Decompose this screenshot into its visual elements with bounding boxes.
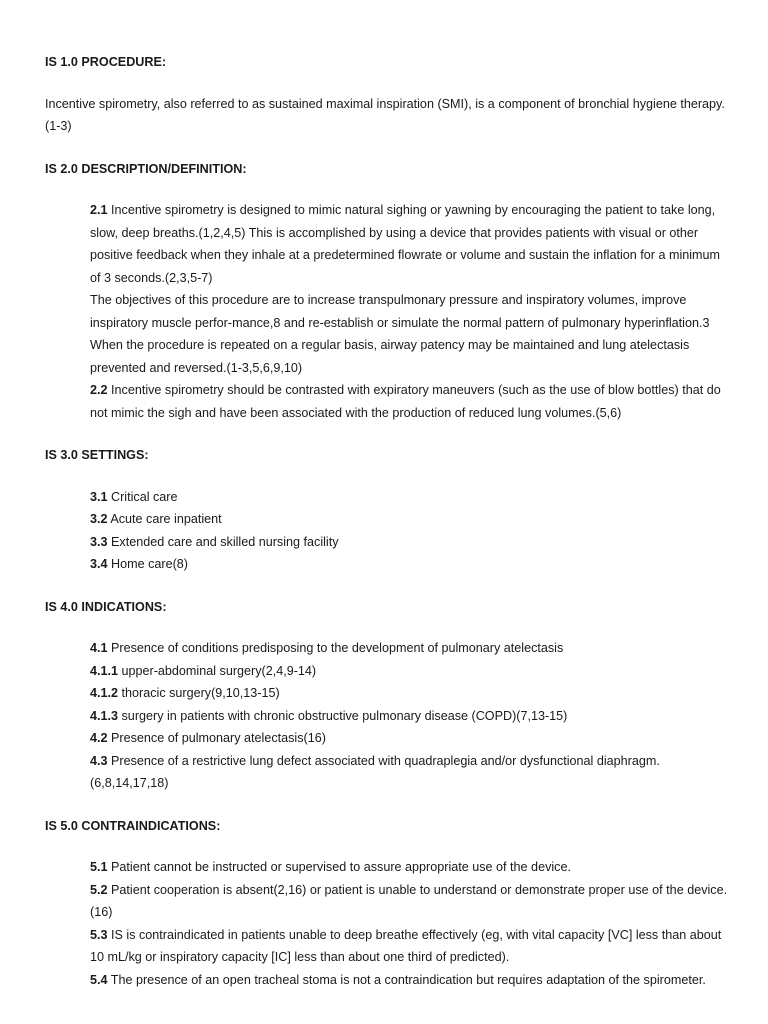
section-heading-procedure: IS 1.0 PROCEDURE: <box>45 55 167 69</box>
section-heading-indications: IS 4.0 INDICATIONS: <box>45 599 167 614</box>
list-item: The objectives of this procedure are to increase transpulmonary pressure and inspiratory volumes, improve inspiratory muscle perfor-mance,8 and re-establish or simulate the normal pattern of pulmonary hyperinflation.3 When the procedure is repeated on a regular basis, airway patency may be maintained and lung atelectasis prevented and reversed.(1-3,5,6,9,10) <box>90 293 710 375</box>
list-item: 4.3 Presence of a restrictive lung defect associated with quadraplegia and/or dysfunctional diaphragm.(6,8,14,17,18) <box>90 753 660 790</box>
settings-list <box>45 486 728 576</box>
procedure-intro: Incentive spirometry, also referred to as sustained maximal inspiration (SMI), is a component of bronchial hygiene therapy.(1-3) <box>45 96 725 133</box>
description-list <box>45 199 728 424</box>
list-item: 3.1 Critical care <box>90 489 178 504</box>
list-item: 2.1 Incentive spirometry is designed to mimic natural sighing or yawning by encouraging the patient to take long, slow, deep breaths.(1,2,4,5) This is accomplished by using a device that provides patients with visual or other positive feedback when they inhale at a predetermined flowrate or volume and sustain the inflation for a minimum of 3 seconds.(2,3,5-7) <box>90 203 721 285</box>
section-heading-settings: IS 3.0 SETTINGS: <box>45 448 149 462</box>
list-item: 4.1.3 surgery in patients with chronic obstructive pulmonary disease (COPD)(7,13-15) <box>90 708 568 723</box>
list-item: 5.2 Patient cooperation is absent(2,16) or patient is unable to understand or demonstrate proper use of the device.(16) <box>90 882 728 919</box>
list-item: 4.1.1 upper-abdominal surgery(2,4,9-14) <box>90 663 317 678</box>
list-item: 5.1 Patient cannot be instructed or supervised to assure appropriate use of the device. <box>90 860 571 874</box>
list-item: 3.2 Acute care inpatient <box>90 512 222 526</box>
list-item: 2.2 Incentive spirometry should be contrasted with expiratory maneuvers (such as the use of blow bottles) that do not mimic the sigh and have been associated with the production of reduced lung volumes.(5,6) <box>90 383 721 420</box>
section-heading-contraindications: IS 5.0 CONTRAINDICATIONS: <box>45 818 221 833</box>
list-item: 4.2 Presence of pulmonary atelectasis(16) <box>90 731 326 745</box>
indications-list <box>45 637 728 795</box>
list-item: 3.4 Home care(8) <box>90 557 188 571</box>
list-item: 5.3 IS is contraindicated in patients unable to deep breathe effectively (eg, with vital capacity [VC] less than about 10 mL/kg or inspiratory capacity [IC] less than about one third of predicted). <box>90 927 722 964</box>
contraindications-list <box>45 856 728 991</box>
list-item: 3.3 Extended care and skilled nursing facility <box>90 534 339 549</box>
list-item: 4.1.2 thoracic surgery(9,10,13-15) <box>90 686 280 700</box>
list-item: 4.1 Presence of conditions predisposing to the development of pulmonary atelectasis <box>90 641 564 655</box>
section-heading-description: IS 2.0 DESCRIPTION/DEFINITION: <box>45 161 247 176</box>
list-item: 5.4 The presence of an open tracheal stoma is not a contraindication but requires adaptation of the spirometer. <box>90 972 706 987</box>
